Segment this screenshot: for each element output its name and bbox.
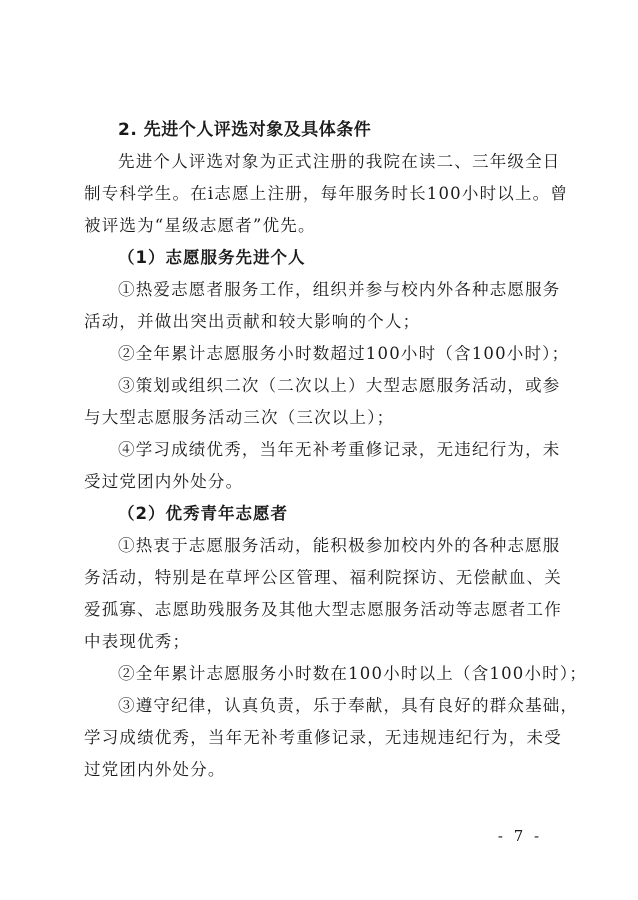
subsection-title-outstanding-volunteer: （2）优秀青年志愿者: [118, 504, 288, 523]
intro-line: 制专科学生。在i志愿上注册，每年服务时长100小时以上。曾: [84, 184, 569, 203]
criterion-line: 受过党团内外处分。: [84, 472, 244, 491]
subsection-title-advanced-individual: （1）志愿服务先进个人: [118, 248, 306, 267]
page-number: - 7 -: [497, 827, 543, 845]
criterion-line: ①热衷于志愿服务活动，能积极参加校内外的各种志愿服: [118, 536, 561, 555]
criterion-line: ③遵守纪律，认真负责，乐于奉献，具有良好的群众基础，: [118, 696, 579, 715]
criterion-line: ②全年累计志愿服务小时数超过100小时（含100小时）；: [118, 344, 570, 363]
criterion-line: 过党团内外处分。: [84, 760, 226, 779]
intro-line: 被评选为“星级志愿者”优先。: [84, 216, 316, 235]
criterion-line: ③策划或组织二次（二次以上）大型志愿服务活动，或参: [118, 376, 561, 395]
criterion-line: ④学习成绩优秀，当年无补考重修记录，无违纪行为，未: [118, 440, 561, 459]
criterion-paragraph: [84, 434, 572, 498]
criterion-line: 爱孤寡、志愿助残服务及其他大型志愿服务活动等志愿者工作: [84, 600, 562, 619]
criterion-paragraph: [84, 690, 579, 786]
intro-paragraph: [84, 146, 572, 242]
criterion-paragraph: [84, 274, 572, 338]
criterion-line: ①热爱志愿者服务工作，组织并参与校内外各种志愿服务: [118, 280, 561, 299]
section-heading: 2. 先进个人评选对象及具体条件: [118, 120, 372, 140]
criterion-line: 务活动，特别是在草坪公区管理、福利院探访、无偿献血、关: [84, 568, 562, 587]
criterion-line: 与大型志愿服务活动三次（三次以上）；: [84, 408, 395, 427]
criterion-paragraph: [84, 370, 572, 434]
criterion-paragraph: [84, 338, 572, 370]
criterion-paragraph: [84, 530, 572, 658]
criterion-line: ②全年累计志愿服务小时数在100小时以上（含100小时）；: [118, 664, 588, 683]
intro-line: 先进个人评选对象为正式注册的我院在读二、三年级全日: [118, 152, 561, 171]
criterion-line: 活动，并做出突出贡献和较大影响的个人；: [84, 312, 421, 331]
criterion-paragraph: [84, 658, 588, 690]
criterion-line: 中表现优秀；: [84, 632, 191, 651]
criterion-line: 学习成绩优秀，当年无补考重修记录，无违规违纪行为，未受: [84, 728, 562, 747]
document-body: [84, 114, 588, 786]
